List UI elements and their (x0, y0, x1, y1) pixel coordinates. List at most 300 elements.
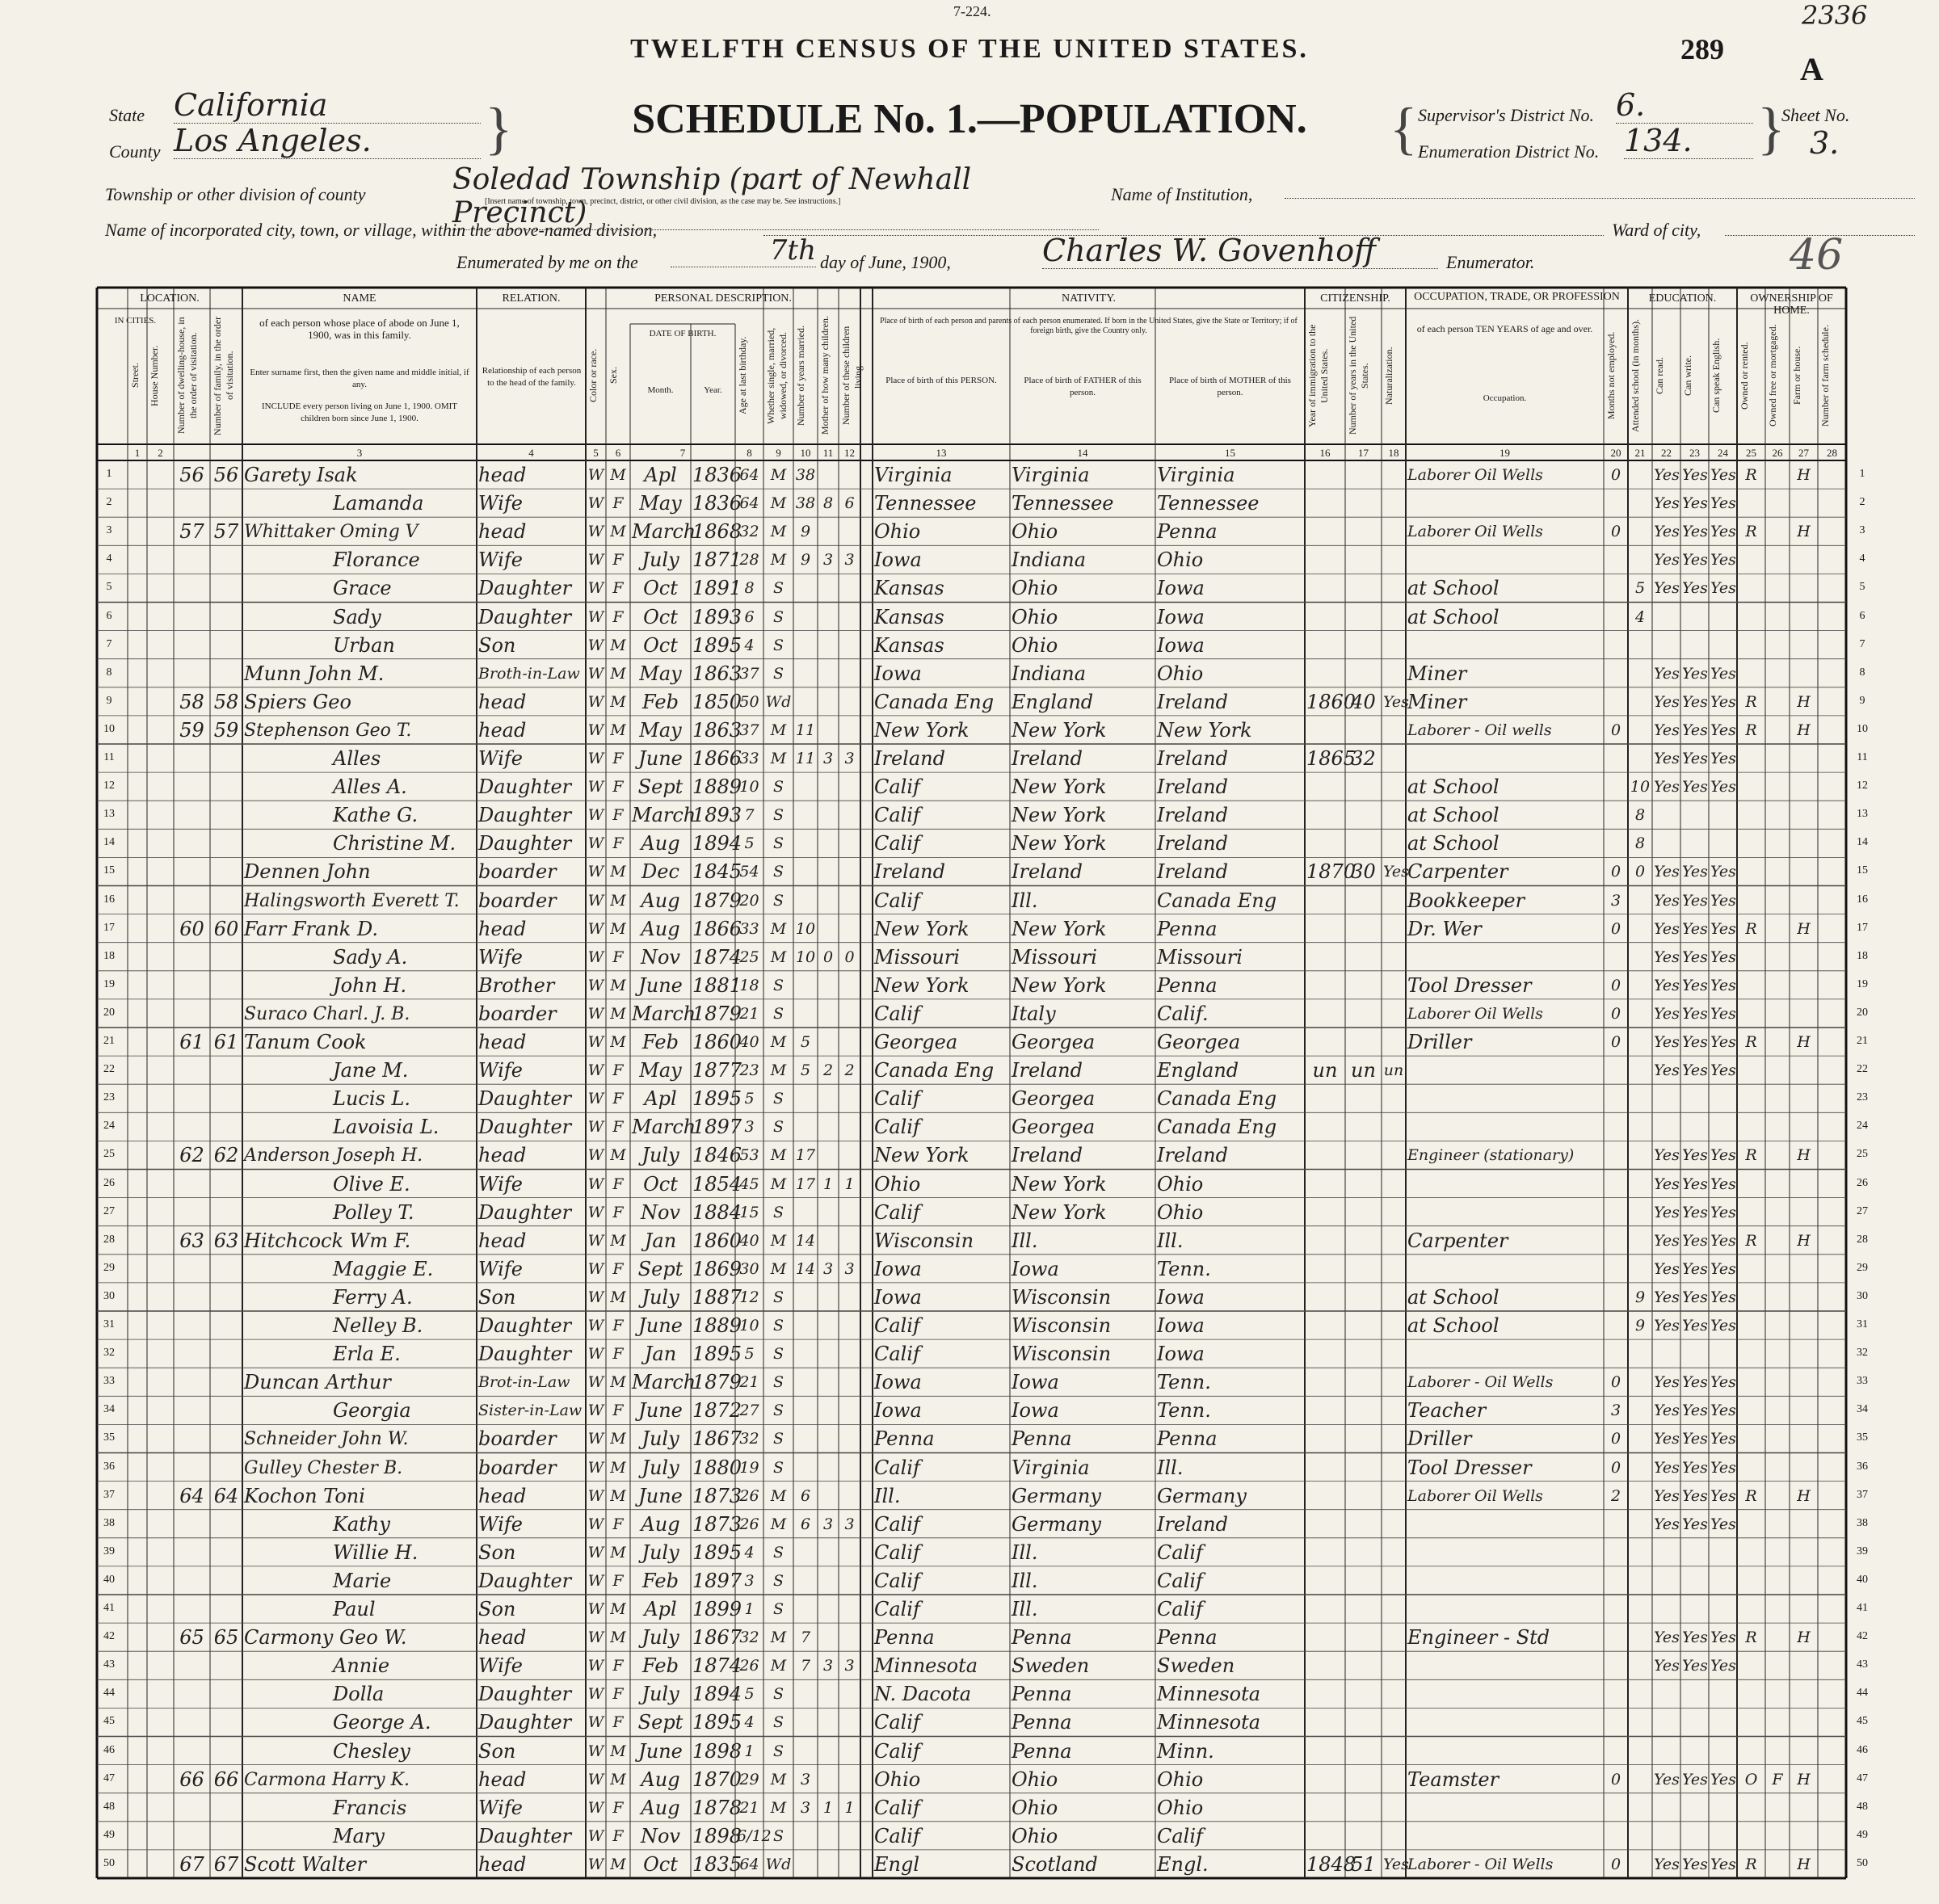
cell-fb: Ireland (1012, 1059, 1083, 1082)
subheader-month: Month. (647, 385, 674, 395)
cell-col: W (587, 1288, 604, 1306)
cell-rel: Wife (478, 945, 524, 969)
cell-fb: Indiana (1012, 662, 1087, 685)
row-number-right: 15 (1857, 864, 1868, 877)
cell-fb: Virginia (1012, 1456, 1090, 1479)
cell-mar: M (770, 721, 787, 739)
enumerated-date: day of June, 1900, (820, 252, 951, 272)
cell-pb: Kansas (874, 577, 944, 600)
cell-mar: M (770, 919, 787, 938)
cell-own: R (1745, 466, 1757, 484)
cell-sex: F (612, 1515, 624, 1533)
row-number-left: 30 (103, 1289, 115, 1302)
cell-rel: Daughter (478, 1824, 572, 1847)
cell-mar: M (770, 1798, 787, 1817)
cell-occ: Bookkeeper (1407, 889, 1525, 912)
cell-mar: M (770, 523, 787, 541)
cell-rd: Yes (1654, 1515, 1680, 1533)
cell-pb: Calif (874, 889, 920, 912)
group-nativity: NATIVITY. (1061, 292, 1116, 305)
cell-pb: Calif (874, 804, 920, 827)
county-value: Los Angeles. (174, 123, 481, 159)
cell-fb: Ohio (1012, 1824, 1058, 1847)
cell-col: W (587, 579, 604, 598)
cell-dw: 57 (179, 520, 204, 544)
cell-sex: F (612, 551, 624, 570)
cell-col: W (587, 721, 604, 739)
cell-mb: Ill. (1157, 1229, 1184, 1252)
column-number: 28 (1827, 447, 1837, 459)
cell-pb: New York (874, 973, 969, 997)
cell-mon: Aug (641, 1796, 680, 1819)
cell-rel: Wife (478, 1059, 524, 1082)
cell-age: 37 (739, 664, 759, 683)
row-number-right: 1 (1859, 468, 1865, 480)
cell-sch: 8 (1634, 834, 1646, 853)
cell-yr: 1898 (692, 1739, 742, 1763)
cell-pb: Wisconsin (874, 1229, 974, 1252)
cell-mon: June (638, 1314, 683, 1337)
cell-mar: M (770, 494, 787, 513)
cell-dw: 65 (179, 1626, 204, 1650)
subheader-attended-school: Attended school (in months). (1630, 319, 1641, 432)
cell-yr: 1895 (692, 1087, 742, 1111)
cell-mb: Iowa (1157, 1314, 1205, 1337)
cell-mon: July (641, 1456, 679, 1479)
cell-mon: Aug (641, 1512, 680, 1536)
cell-unemp: 3 (1610, 891, 1621, 910)
group-ownership: OWNERSHIP OF HOME. (1750, 292, 1833, 317)
cell-mar: M (770, 1629, 787, 1647)
cell-sex: F (612, 1571, 624, 1590)
cell-rel: Wife (478, 747, 524, 770)
column-number: 12 (844, 447, 855, 459)
supervisor-label: Supervisor's District No. (1418, 105, 1594, 125)
row-number-right: 28 (1857, 1233, 1868, 1246)
cell-pb: Ireland (874, 860, 945, 884)
cell-sex: F (612, 1317, 624, 1334)
cell-fam: 62 (213, 1144, 239, 1167)
cell-occ: Miner (1407, 690, 1467, 713)
cell-col: W (587, 551, 604, 570)
cell-mon: Aug (641, 889, 680, 912)
cell-sp: Yes (1710, 1430, 1736, 1448)
cell-mar: M (770, 551, 787, 570)
cell-yr: 1897 (692, 1116, 742, 1139)
cell-sp: Yes (1710, 976, 1736, 994)
cell-yr: 1889 (692, 1314, 742, 1337)
cell-imm: un (1312, 1059, 1338, 1082)
cell-yr: 1891 (692, 577, 742, 600)
cell-name: Ferry A. (333, 1285, 413, 1309)
cell-mb: Ill. (1157, 1456, 1184, 1479)
cell-fam: 60 (213, 917, 239, 940)
row-number-right: 45 (1857, 1715, 1868, 1728)
row-number-left: 10 (103, 722, 115, 735)
brace-right-2: } (1757, 96, 1785, 161)
cell-sp: Yes (1710, 948, 1736, 966)
cell-mar: S (772, 891, 784, 910)
row-number-right: 14 (1857, 836, 1868, 849)
cell-fam: 67 (213, 1852, 239, 1876)
cell-rd: Yes (1654, 523, 1680, 541)
ward-label: Ward of city, (1612, 220, 1701, 240)
cell-rd: Yes (1654, 1317, 1680, 1334)
column-number: 24 (1718, 447, 1728, 459)
cell-sp: Yes (1710, 1033, 1736, 1051)
cell-rd: Yes (1654, 1657, 1680, 1675)
cell-fb: Indiana (1012, 549, 1087, 572)
cell-col: W (587, 1373, 604, 1392)
cell-name: John H. (333, 973, 407, 997)
column-number: 20 (1610, 447, 1621, 459)
group-occupation: OCCUPATION, TRADE, OR PROFESSION (1414, 291, 1620, 303)
sheet-value: 3. (1810, 125, 1840, 161)
cell-rel: Broth-in-Law (478, 664, 580, 683)
column-number: 26 (1772, 447, 1783, 459)
cell-pb: Ireland (874, 747, 945, 770)
cell-sp: Yes (1710, 863, 1736, 881)
cell-dw: 64 (179, 1484, 204, 1507)
cell-sex: F (612, 579, 624, 598)
column-number: 17 (1358, 447, 1369, 459)
cell-cl: 1 (844, 1798, 855, 1817)
cell-fb: Wisconsin (1012, 1343, 1112, 1366)
cell-mb: Sweden (1157, 1654, 1235, 1678)
cell-age: 21 (739, 1004, 759, 1023)
cell-sch: 10 (1630, 778, 1651, 796)
cell-col: W (587, 1685, 604, 1704)
cell-rel: boarder (478, 889, 557, 912)
column-number: 11 (822, 447, 834, 459)
sheet-label: Sheet No. (1781, 105, 1850, 125)
cell-mar: S (772, 778, 784, 796)
cell-sex: M (610, 1373, 626, 1392)
cell-dw: 59 (179, 718, 204, 742)
cell-sp: Yes (1710, 750, 1736, 767)
cell-occ: Laborer Oil Wells (1407, 1486, 1543, 1505)
cell-mb: Canada Eng (1157, 1116, 1277, 1139)
cell-col: W (587, 1146, 604, 1165)
subheader-name-instr: Enter surname first, then the given name and middle initial, if any. (250, 368, 469, 389)
cell-mb: Iowa (1157, 1343, 1205, 1366)
cell-wr: Yes (1682, 466, 1708, 484)
cell-fb: Ohio (1012, 1767, 1058, 1791)
row-number-right: 11 (1857, 751, 1868, 763)
cell-pb: Calif (874, 1343, 920, 1366)
cell-mb: Ireland (1157, 860, 1228, 884)
cell-yr: 1866 (692, 917, 742, 940)
cell-sex: M (610, 1855, 626, 1873)
cell-fh: H (1797, 721, 1811, 739)
table-content (97, 288, 1874, 1887)
enumerated-day: 7th (671, 234, 816, 267)
cell-age: 40 (739, 1033, 759, 1051)
cell-fb: Ohio (1012, 577, 1058, 600)
cell-mb: Minn. (1157, 1739, 1214, 1763)
cell-occ: Engineer (stationary) (1407, 1146, 1575, 1165)
cell-wr: Yes (1682, 1402, 1708, 1420)
cell-mon: June (638, 1399, 683, 1423)
cell-mon: March (632, 1371, 696, 1394)
cell-mar: M (770, 1061, 787, 1080)
row-number-left: 47 (103, 1772, 115, 1784)
cell-pb: Calif (874, 1711, 920, 1734)
cell-rd: Yes (1654, 1175, 1680, 1193)
cell-pb: Calif (874, 1598, 920, 1620)
cell-mar: M (770, 1231, 787, 1250)
cell-pb: New York (874, 718, 969, 742)
cell-mar: S (772, 1458, 784, 1477)
row-number-right: 46 (1857, 1743, 1868, 1756)
cell-mon: March (632, 520, 696, 544)
cell-sch: 9 (1634, 1288, 1646, 1306)
row-number-right: 35 (1857, 1431, 1868, 1444)
cell-own: R (1745, 1146, 1757, 1165)
cell-rd: Yes (1654, 579, 1680, 598)
cell-fb: Ill. (1012, 1229, 1038, 1252)
cell-age: 32 (739, 523, 759, 541)
cell-age: 45 (739, 1175, 759, 1193)
subheader-name-desc: of each person whose place of abode on June 1, 1900, was in this family. (259, 317, 460, 341)
cell-occ: Tool Dresser (1407, 973, 1532, 997)
enumerator-name: Charles W. Govenhoff (1042, 233, 1438, 269)
subheader-months-unemployed: Months not employed. (1605, 331, 1617, 420)
cell-mon: Dec (641, 860, 679, 884)
cell-pb: Ohio (874, 1172, 921, 1196)
enumerator-label: Enumerator. (1446, 252, 1535, 272)
cell-yus: 51 (1351, 1852, 1376, 1876)
cell-col: W (587, 1402, 604, 1420)
subheader-family: Number of family, in the order of visitation. (212, 316, 235, 435)
cell-mb: Ohio (1157, 1200, 1204, 1224)
cell-dw: 58 (179, 690, 204, 713)
cell-rd: Yes (1654, 1146, 1680, 1165)
cell-name: Polley T. (333, 1200, 414, 1224)
row-number-right: 8 (1859, 666, 1865, 679)
cell-mon: July (641, 1285, 679, 1309)
cell-rel: head (478, 1484, 527, 1507)
cell-occ: Tool Dresser (1407, 1456, 1532, 1479)
cell-mon: Sept (637, 775, 683, 799)
cell-yr: 1877 (692, 1059, 742, 1082)
cell-rel: Son (478, 1540, 516, 1564)
cell-name: Sady (333, 605, 381, 628)
cell-col: W (587, 750, 604, 767)
cell-rd: Yes (1654, 1231, 1680, 1250)
row-number-left: 3 (106, 524, 112, 537)
cell-occ: at School (1407, 577, 1499, 600)
cell-mon: March (632, 1002, 696, 1025)
subheader-naturalization: Naturalization. (1383, 347, 1394, 405)
cell-yr: 1894 (692, 1683, 742, 1706)
cell-age: 26 (739, 1657, 759, 1675)
stamp-number: 2336 (1802, 0, 1868, 31)
cell-mb: Engl. (1157, 1852, 1209, 1876)
cell-age: 1 (744, 1742, 755, 1760)
cell-wr: Yes (1682, 1231, 1708, 1250)
cell-col: W (587, 607, 604, 626)
county-label: County (109, 141, 161, 162)
cell-yr: 1879 (692, 889, 742, 912)
cell-mb: Tenn. (1157, 1257, 1211, 1280)
cell-unemp: 0 (1610, 919, 1621, 938)
cell-mon: Oct (643, 1172, 678, 1196)
cell-name: George A. (333, 1711, 431, 1734)
cell-dw: 66 (179, 1767, 204, 1791)
cell-name: Whittaker Oming V (244, 522, 419, 543)
column-number: 22 (1661, 447, 1672, 459)
row-number-right: 22 (1857, 1063, 1868, 1076)
cell-fb: Ill. (1012, 1540, 1038, 1564)
cell-mo: 8 (822, 494, 834, 513)
cell-name: Florance (333, 549, 420, 572)
cell-imm: 1865 (1306, 747, 1356, 770)
subheader-can-read: Can read. (1654, 357, 1665, 394)
cell-age: 1 (744, 1600, 755, 1618)
row-number-left: 17 (103, 921, 115, 934)
cell-mar: M (770, 1259, 787, 1278)
cell-mo: 3 (822, 1515, 834, 1533)
cell-mb: Calif. (1157, 1002, 1209, 1025)
cell-yr: 1884 (692, 1200, 742, 1224)
cell-mon: July (641, 1626, 679, 1650)
cell-pb: Iowa (874, 549, 922, 572)
cell-name: Olive E. (333, 1172, 410, 1196)
cell-mon: May (639, 492, 682, 515)
cell-fb: Tennessee (1012, 492, 1114, 515)
row-number-left: 15 (103, 864, 115, 877)
cell-sex: M (610, 466, 626, 484)
row-number-right: 19 (1857, 977, 1868, 990)
cell-wr: Yes (1682, 1288, 1708, 1306)
column-number: 16 (1319, 447, 1331, 459)
cell-age: 28 (739, 551, 759, 570)
cell-mon: Aug (641, 1767, 680, 1791)
cell-sp: Yes (1710, 692, 1736, 711)
cell-mar: M (770, 1657, 787, 1675)
cell-mar: M (770, 1175, 787, 1193)
cell-col: W (587, 1855, 604, 1873)
cell-yr: 1880 (692, 1456, 742, 1479)
cell-sp: Yes (1710, 1317, 1736, 1334)
cell-sp: Yes (1710, 1203, 1736, 1221)
cell-name: Francis (333, 1796, 407, 1819)
cell-mon: May (639, 662, 682, 685)
cell-rd: Yes (1654, 1855, 1680, 1873)
cell-yr: 1850 (692, 690, 742, 713)
cell-fh: H (1797, 1033, 1811, 1051)
cell-dw: 67 (179, 1852, 204, 1876)
cell-wr: Yes (1682, 778, 1708, 796)
cell-wr: Yes (1682, 891, 1708, 910)
cell-fh: H (1797, 1486, 1811, 1505)
row-number-right: 38 (1857, 1516, 1868, 1529)
row-number-right: 50 (1857, 1856, 1868, 1869)
cell-rel: Brot-in-Law (478, 1373, 570, 1392)
cell-name: Chesley (333, 1739, 410, 1763)
row-number-right: 37 (1857, 1488, 1868, 1501)
row-number-right: 39 (1857, 1545, 1868, 1557)
cell-mb: Ohio (1157, 1796, 1204, 1819)
cell-fb: Ohio (1012, 1796, 1058, 1819)
cell-fam: 58 (213, 690, 239, 713)
cell-sp: Yes (1710, 494, 1736, 513)
row-number-right: 21 (1857, 1035, 1868, 1047)
cell-rd: Yes (1654, 1458, 1680, 1477)
cell-wr: Yes (1682, 863, 1708, 881)
cell-mar: S (772, 806, 784, 825)
cell-age: 33 (739, 919, 759, 938)
cell-mar: S (772, 976, 784, 994)
cell-sex: M (610, 636, 626, 654)
row-number-left: 14 (103, 836, 115, 849)
cell-fam: 56 (213, 464, 239, 486)
cell-fh: H (1797, 1629, 1811, 1647)
cell-occ: Teacher (1407, 1399, 1487, 1423)
cell-mar: S (772, 1713, 784, 1732)
cell-fb: Georgea (1012, 1116, 1096, 1139)
cell-col: W (587, 664, 604, 683)
cell-name: Alles (333, 747, 381, 770)
cell-pb: New York (874, 917, 969, 940)
cell-col: W (587, 1061, 604, 1080)
cell-col: W (587, 1826, 604, 1845)
cell-occ: Laborer Oil Wells (1407, 466, 1543, 484)
cell-name: Annie (333, 1654, 390, 1678)
cell-dw: 60 (179, 917, 204, 940)
cell-name: Lavoisia L. (333, 1116, 440, 1139)
cell-sex: M (610, 1004, 626, 1023)
cell-name: Carmona Harry K. (244, 1769, 410, 1790)
cell-sex: M (610, 664, 626, 683)
corner-number: 46 (1790, 231, 1844, 280)
cell-pb: Calif (874, 832, 920, 855)
cell-rd: Yes (1654, 721, 1680, 739)
cell-sex: M (610, 919, 626, 938)
cell-unemp: 0 (1610, 1033, 1621, 1051)
cell-sex: M (610, 1600, 626, 1618)
cell-ym: 17 (795, 1175, 816, 1193)
cell-mon: Apl (644, 1598, 677, 1620)
brace-right: { (1390, 96, 1418, 161)
cell-mon: March (632, 804, 696, 827)
cell-age: 6/12 (737, 1826, 772, 1845)
cell-rel: Daughter (478, 775, 572, 799)
cell-age: 26 (739, 1486, 759, 1505)
cell-pb: Calif (874, 1796, 920, 1819)
cell-pb: Calif (874, 1116, 920, 1139)
cell-rel: head (478, 718, 527, 742)
column-number: 15 (1225, 447, 1235, 459)
cell-mb: Iowa (1157, 633, 1205, 657)
cell-age: 4 (744, 1713, 755, 1732)
cell-mar: S (772, 834, 784, 853)
cell-unemp: 0 (1610, 1004, 1621, 1023)
sheet-letter: A (1800, 51, 1823, 87)
cell-mb: Ireland (1157, 832, 1228, 855)
cell-imm: 1870 (1306, 860, 1356, 884)
group-location: LOCATION. (140, 292, 200, 305)
cell-wr: Yes (1682, 1657, 1708, 1675)
cell-age: 53 (739, 1146, 759, 1165)
cell-mb: Tenn. (1157, 1371, 1211, 1394)
cell-rel: Wife (478, 1512, 524, 1536)
cell-age: 33 (739, 750, 759, 767)
column-number: 18 (1388, 447, 1399, 459)
cell-mar: S (772, 1118, 784, 1137)
cell-col: W (587, 1798, 604, 1817)
